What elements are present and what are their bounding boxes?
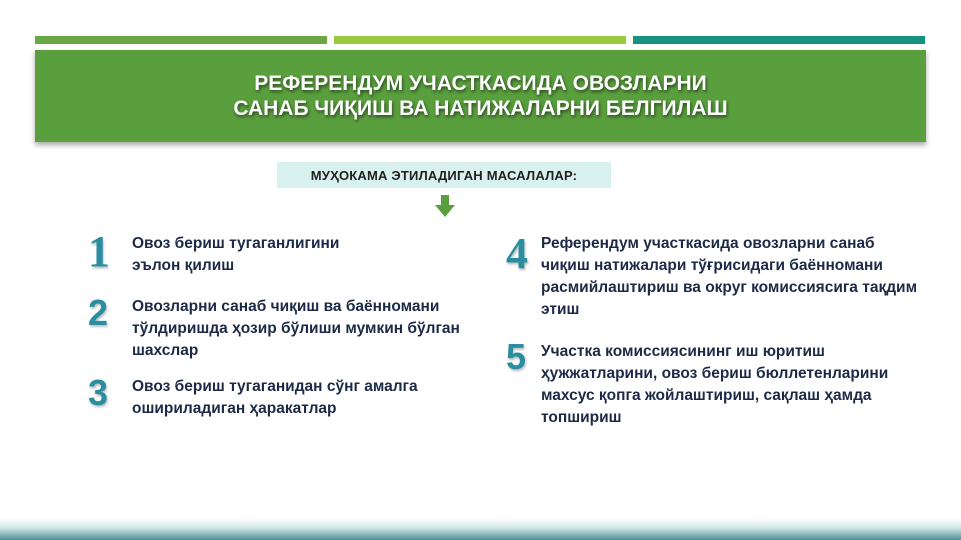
item-number-5: 5 bbox=[506, 336, 527, 377]
item-number-4: 4 bbox=[506, 229, 528, 278]
item-number-2: 2 bbox=[88, 292, 109, 333]
arrow-down-icon bbox=[434, 194, 456, 218]
item-number-1: 1 bbox=[88, 227, 110, 276]
top-accent-bar-1 bbox=[35, 36, 327, 44]
bottom-gradient-band bbox=[0, 518, 961, 540]
item-text-2: Овозларни санаб чиқиш ва баённомани тўлдиришда ҳозир бўлиши мумкин бўлган шахслар bbox=[132, 298, 460, 359]
item-text-1: Овоз бериш тугаганлигини эълон қилиш bbox=[132, 235, 340, 274]
item-text-3: Овоз бериш тугаганидан сўнг амалга ошириладиган ҳаракатлар bbox=[132, 378, 418, 417]
subtitle-box bbox=[277, 162, 611, 188]
item-number-3: 3 bbox=[88, 372, 109, 413]
top-accent-bar-2 bbox=[334, 36, 626, 44]
item-text-4: Референдум участкасида овозларни санаб чиқиш натижалари тўғрисидаги баённомани расмийлаштириш ва округ комиссиясига тақдим этиш bbox=[541, 235, 918, 318]
item-text-5: Участка комиссиясининг иш юритиш ҳужжатларини, овоз бериш бюллетенларини махсус қопга жойлаштириш, сақлаш ҳамда топшириш bbox=[541, 343, 889, 426]
top-accent-bar-3 bbox=[633, 36, 925, 44]
title-panel bbox=[35, 50, 926, 142]
slide-title: РЕФЕРЕНДУМ УЧАСТКАСИДА ОВОЗЛАРНИ САНАБ ЧИҚИШ ВА НАТИЖАЛАРНИ БЕЛГИЛАШ bbox=[233, 72, 728, 120]
subtitle-text: МУҲОКАМА ЭТИЛАДИГАН МАСАЛАЛАР: bbox=[310, 167, 578, 183]
